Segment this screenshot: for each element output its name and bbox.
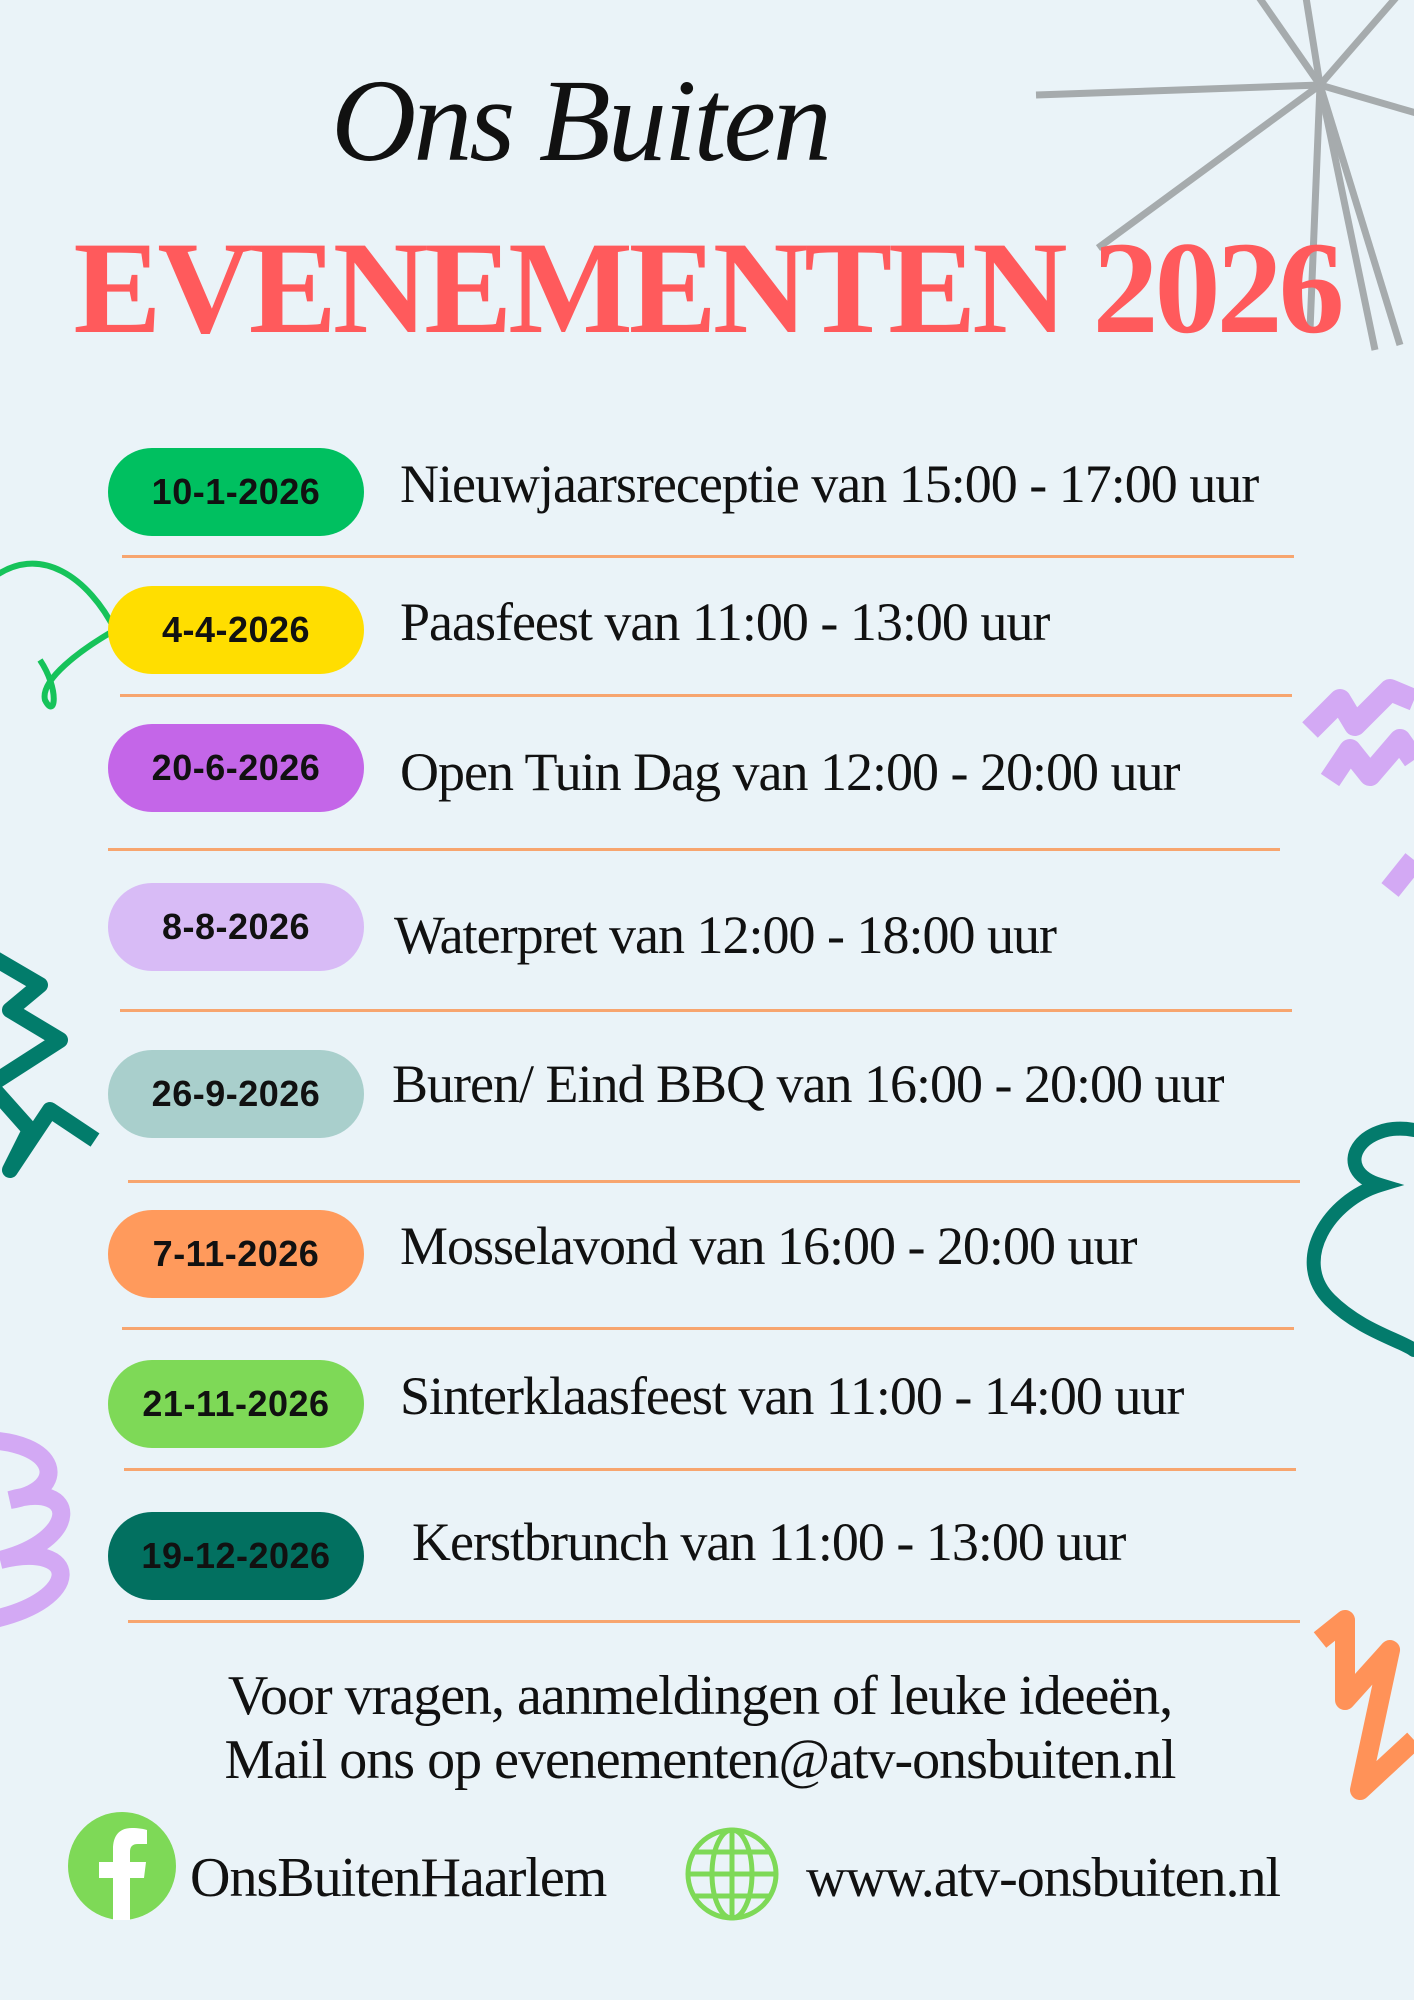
facebook-handle[interactable]: OnsBuitenHaarlem xyxy=(190,1847,607,1909)
event-item xyxy=(0,1360,1414,1460)
event-description: Nieuwjaarsreceptie van 15:00 - 17:00 uur xyxy=(400,454,1259,514)
event-description: Kerstbrunch van 11:00 - 13:00 uur xyxy=(412,1512,1126,1572)
contact-email-line[interactable]: Mail ons op evenementen@atv-onsbuiten.nl xyxy=(224,1729,1176,1791)
divider xyxy=(124,1468,1296,1471)
event-date-badge: 7-11-2026 xyxy=(108,1210,364,1298)
event-item xyxy=(0,448,1414,548)
event-item xyxy=(0,724,1414,824)
event-item xyxy=(0,883,1414,983)
divider xyxy=(122,555,1294,558)
divider xyxy=(120,694,1292,697)
event-description: Buren/ Eind BBQ van 16:00 - 20:00 uur xyxy=(392,1054,1224,1114)
event-date-badge: 8-8-2026 xyxy=(108,883,364,971)
event-description: Sinterklaasfeest van 11:00 - 14:00 uur xyxy=(400,1366,1184,1426)
event-description: Open Tuin Dag van 12:00 - 20:00 uur xyxy=(400,742,1180,802)
page-title: EVENEMENTEN 2026 xyxy=(73,214,1341,361)
facebook-icon[interactable] xyxy=(68,1812,176,1920)
website-link[interactable]: www.atv-onsbuiten.nl xyxy=(806,1847,1281,1909)
event-date-badge: 19-12-2026 xyxy=(108,1512,364,1600)
event-description: Mosselavond van 16:00 - 20:00 uur xyxy=(400,1216,1137,1276)
event-item xyxy=(0,1512,1414,1612)
globe-icon xyxy=(684,1826,780,1922)
divider xyxy=(128,1180,1300,1183)
event-date-badge: 21-11-2026 xyxy=(108,1360,364,1448)
event-item xyxy=(0,1050,1414,1150)
contact-line: Voor vragen, aanmeldingen of leuke ideeën, xyxy=(227,1665,1173,1727)
divider xyxy=(108,848,1280,851)
event-date-badge: 26-9-2026 xyxy=(108,1050,364,1138)
event-date-badge: 20-6-2026 xyxy=(108,724,364,812)
divider xyxy=(128,1620,1300,1623)
contact-info xyxy=(0,1664,1400,1792)
event-date-badge: 4-4-2026 xyxy=(108,586,364,674)
brand-name: Ons Buiten xyxy=(331,55,829,186)
divider xyxy=(120,1009,1292,1012)
event-description: Waterpret van 12:00 - 18:00 uur xyxy=(394,905,1056,965)
divider xyxy=(122,1327,1294,1330)
event-item xyxy=(0,1210,1414,1310)
event-date-badge: 10-1-2026 xyxy=(108,448,364,536)
event-item xyxy=(0,586,1414,686)
event-description: Paasfeest van 11:00 - 13:00 uur xyxy=(400,592,1050,652)
